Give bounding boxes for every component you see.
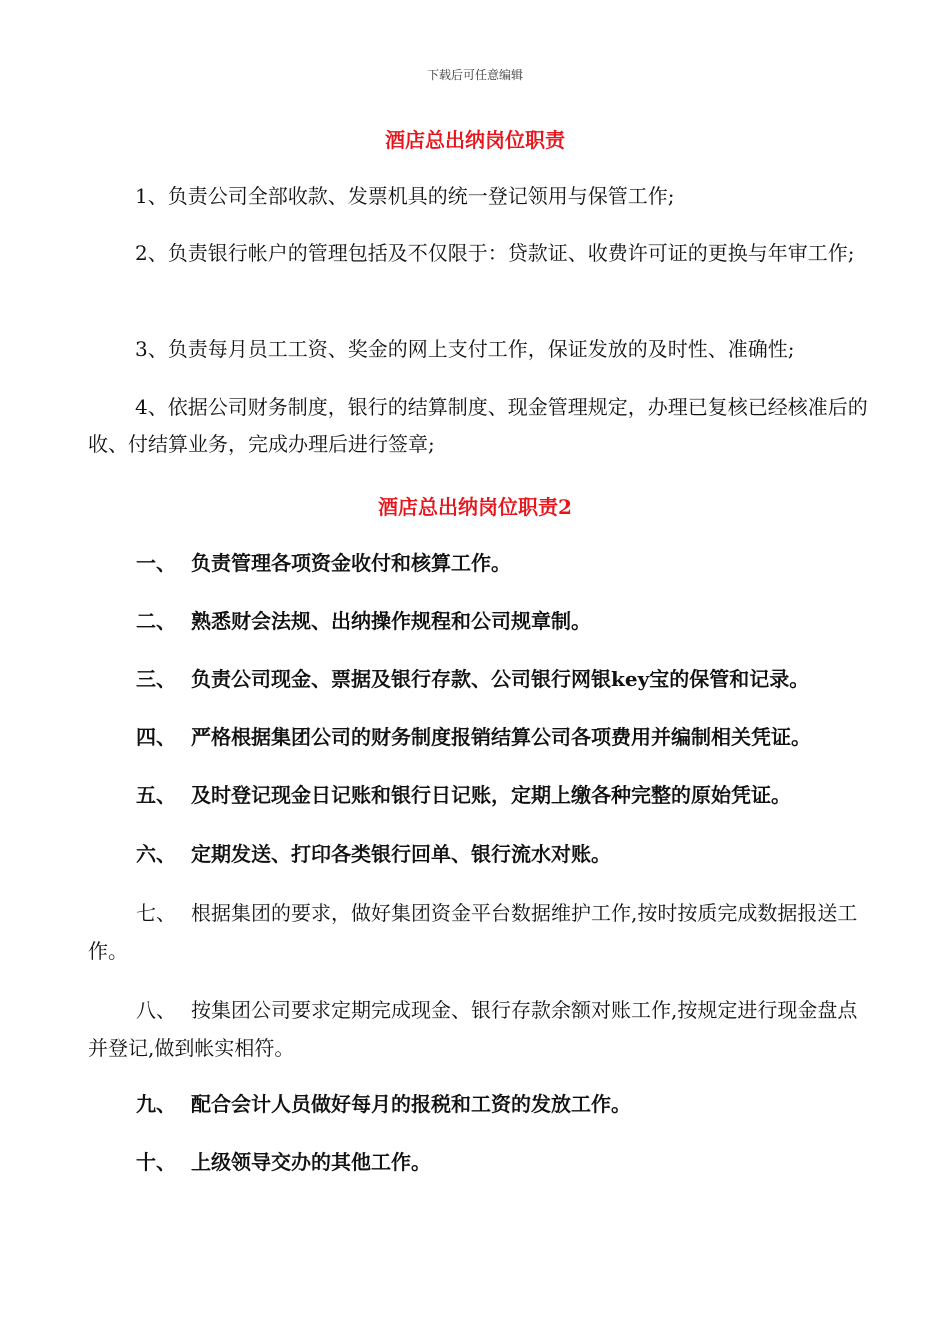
item-number: 九、 (136, 1092, 176, 1116)
item-number: 四、 (136, 725, 176, 749)
page-header-note: 下载后可任意编辑 (426, 68, 523, 82)
duty-item-6 (136, 840, 881, 868)
duty-item-1 (136, 549, 881, 577)
section-title-1: 酒店总出纳岗位职责 (385, 128, 565, 152)
item-number: 十、 (136, 1150, 176, 1174)
item-text: 按集团公司要求定期完成现金、银行存款余额对账工作,按规定进行现金盘点并登记,做到帐实相符。 (88, 998, 858, 1060)
item-number: 一、 (136, 551, 176, 575)
item-text: 定期发送、打印各类银行回单、银行流水对账。 (191, 842, 611, 866)
item-text: 严格根据集团公司的财务制度报销结算公司各项费用并编制相关凭证。 (191, 725, 811, 749)
item-number: 二、 (136, 609, 176, 633)
item-text: 负责公司现金、票据及银行存款、公司银行网银key宝的保管和记录。 (191, 667, 810, 691)
item-text: 上级领导交办的其他工作。 (191, 1150, 431, 1174)
duty-item-9 (136, 1090, 881, 1118)
duty-item-7 (88, 894, 868, 970)
item-number: 三、 (136, 667, 176, 691)
duty-paragraph-4: 4、依据公司财务制度，银行的结算制度、现金管理规定，办理已复核已经核准后的收、付结算业务，完成办理后进行签章; (88, 395, 868, 456)
item-number: 七、 (136, 901, 176, 925)
duty-item-2 (136, 607, 881, 635)
duty-paragraph-3: 3、负责每月员工工资、奖金的网上支付工作，保证发放的及时性、准确性; (135, 337, 795, 361)
duty-item-5 (136, 781, 881, 809)
item-text: 及时登记现金日记账和银行日记账，定期上缴各种完整的原始凭证。 (191, 783, 791, 807)
duty-item-4 (136, 723, 881, 751)
item-number: 八、 (136, 998, 176, 1022)
item-number: 六、 (136, 842, 176, 866)
duty-item-8 (88, 991, 868, 1067)
duty-paragraph-2: 2、负责银行帐户的管理包括及不仅限于：贷款证、收费许可证的更换与年审工作; (135, 241, 855, 265)
duty-item-3 (136, 665, 881, 693)
duty-item-10 (136, 1148, 881, 1176)
duty-paragraph-1: 1、负责公司全部收款、发票机具的统一登记领用与保管工作; (135, 184, 675, 208)
item-text: 负责管理各项资金收付和核算工作。 (191, 551, 511, 575)
item-text: 配合会计人员做好每月的报税和工资的发放工作。 (191, 1092, 631, 1116)
item-number: 五、 (136, 783, 176, 807)
item-text: 熟悉财会法规、出纳操作规程和公司规章制。 (191, 609, 591, 633)
item-text: 根据集团的要求，做好集团资金平台数据维护工作,按时按质完成数据报送工作。 (88, 901, 858, 963)
section-title-2: 酒店总出纳岗位职责2 (378, 495, 572, 519)
